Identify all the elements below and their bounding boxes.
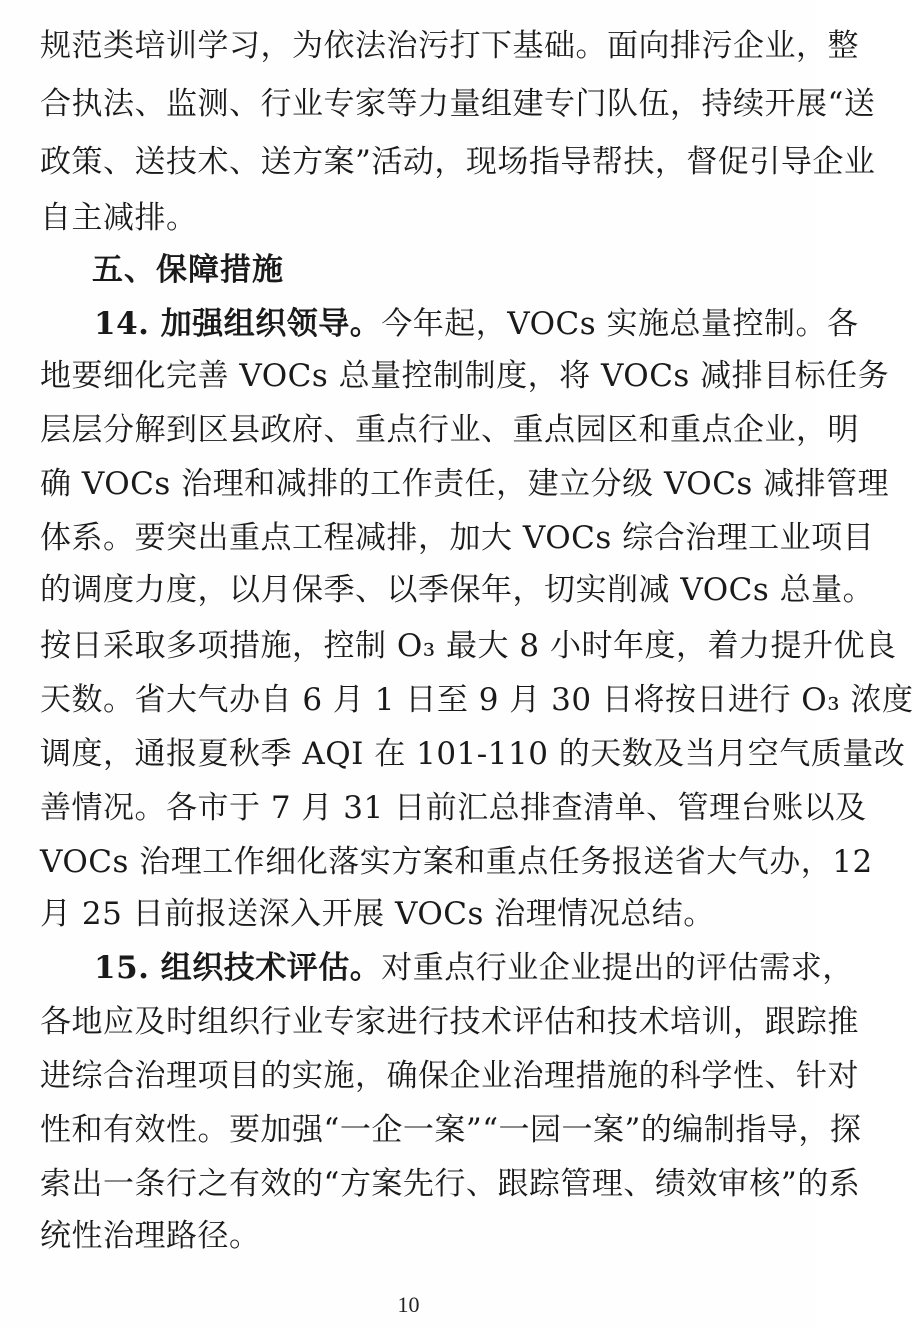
paragraph-line: 合执法、监测、行业专家等力量组建专门队伍，持续开展“送 — [40, 86, 876, 122]
section-heading: 五、保障措施 — [92, 252, 284, 288]
paragraph-line: 的调度力度，以月保季、以季保年，切实削减 VOCs 总量。 — [40, 572, 875, 608]
paragraph-line: 善情况。各市于 7 月 31 日前汇总排查清单、管理台账以及 — [40, 790, 867, 826]
paragraph-line: 体系。要突出重点工程减排，加大 VOCs 综合治理工业项目 — [40, 520, 875, 556]
item-14-title: 14. 加强组织领导。 — [94, 306, 382, 342]
paragraph-line: 统性治理路径。 — [40, 1218, 261, 1254]
item-14-first-line — [94, 298, 859, 350]
paragraph-line: 各地应及时组织行业专家进行技术评估和技术培训，跟踪推 — [40, 1004, 859, 1040]
paragraph-line: VOCs 治理工作细化落实方案和重点任务报送省大气办，12 — [40, 844, 873, 880]
item-15-first-text: 对重点行业企业提出的评估需求， — [381, 950, 854, 986]
paragraph-line: 按日采取多项措施，控制 O₃ 最大 8 小时年度，着力提升优良 — [40, 628, 897, 664]
paragraph-line: 政策、送技术、送方案”活动，现场指导帮扶，督促引导企业 — [40, 144, 876, 180]
paragraph-line: 进综合治理项目的实施，确保企业治理措施的科学性、针对 — [40, 1058, 859, 1094]
paragraph-line: 自主减排。 — [40, 200, 198, 236]
paragraph-line: 地要细化完善 VOCs 总量控制制度，将 VOCs 减排目标任务 — [40, 358, 890, 394]
item-15-title: 15. 组织技术评估。 — [94, 950, 382, 986]
item-14-first-text: 今年起，VOCs 实施总量控制。各 — [381, 306, 859, 342]
paragraph-line: 层层分解到区县政府、重点行业、重点园区和重点企业，明 — [40, 412, 859, 448]
paragraph-line: 天数。省大气办自 6 月 1 日至 9 月 30 日将按日进行 O₃ 浓度 — [40, 682, 914, 718]
item-15-first-line — [94, 942, 854, 994]
paragraph-line: 月 25 日前报送深入开展 VOCs 治理情况总结。 — [40, 896, 715, 932]
paragraph-line: 调度，通报夏秋季 AQI 在 101-110 的天数及当月空气质量改 — [40, 736, 906, 772]
page-number: 10 — [397, 1292, 420, 1317]
paragraph-line: 性和有效性。要加强“一企一案”“一园一案”的编制指导，探 — [40, 1112, 862, 1148]
paragraph-line: 索出一条行之有效的“方案先行、跟踪管理、绩效审核”的系 — [40, 1166, 861, 1202]
paragraph-line: 确 VOCs 治理和减排的工作责任，建立分级 VOCs 减排管理 — [40, 466, 890, 502]
paragraph-line: 规范类培训学习，为依法治污打下基础。面向排污企业，整 — [40, 28, 859, 64]
